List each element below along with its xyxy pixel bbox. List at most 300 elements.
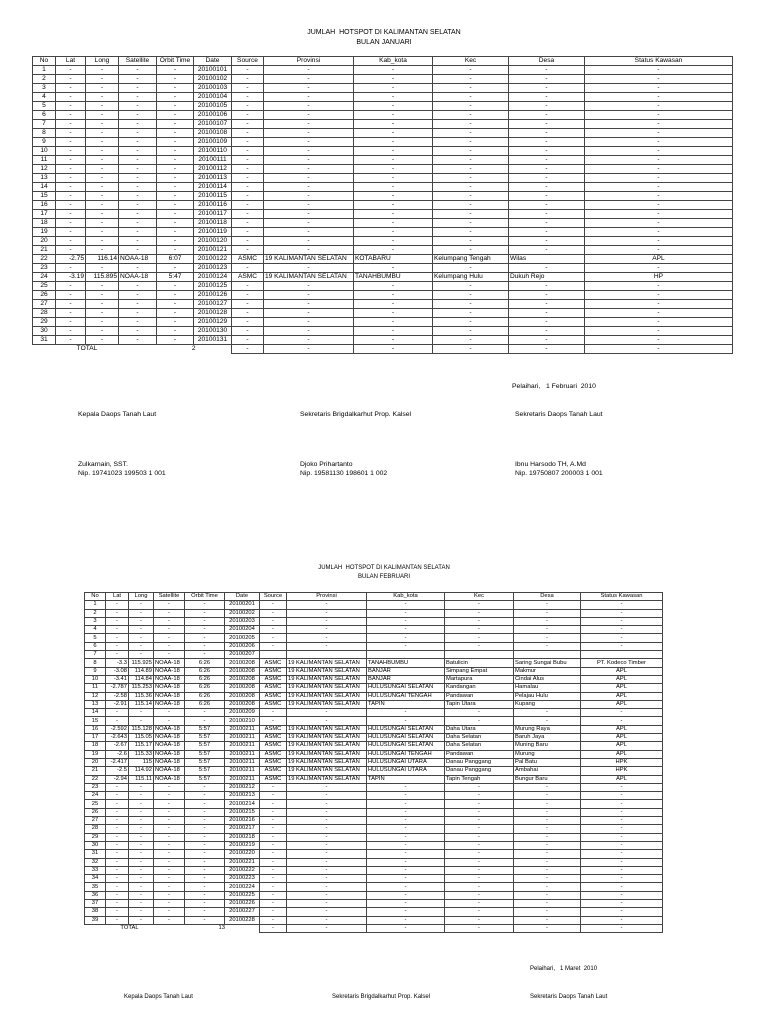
- table-cell: -: [106, 617, 129, 625]
- table-cell: -: [514, 833, 581, 841]
- table-cell: -: [56, 219, 86, 228]
- table-cell: -: [119, 183, 157, 192]
- table-cell: -: [264, 192, 354, 201]
- table-cell: -: [287, 783, 367, 791]
- table-row: [33, 255, 733, 264]
- table-cell: -: [354, 318, 433, 327]
- table-cell: 20: [33, 237, 56, 246]
- table-cell: -: [86, 129, 119, 138]
- total-row: [85, 924, 663, 932]
- table-cell: -: [445, 642, 514, 650]
- table-cell: -: [86, 66, 119, 75]
- table-cell: -2.417: [106, 758, 129, 766]
- table-cell: -: [287, 609, 367, 617]
- table-cell: -: [119, 138, 157, 147]
- table-cell: 20100227: [225, 908, 260, 916]
- doc2-hotspot-table: [84, 592, 663, 933]
- table-cell: 10: [85, 675, 106, 683]
- table-cell: -: [354, 102, 433, 111]
- table-cell: -: [354, 156, 433, 165]
- table-cell: Pal Batu: [514, 758, 581, 766]
- table-cell: -: [354, 327, 433, 336]
- table-cell: 16: [33, 201, 56, 210]
- table-cell: -: [264, 75, 354, 84]
- table-cell: -: [106, 651, 129, 659]
- table-cell: -: [354, 246, 433, 255]
- table-cell: -: [260, 841, 287, 849]
- table-cell: KOTABARU: [354, 255, 433, 264]
- table-cell: -: [354, 336, 433, 345]
- table-cell: 20100111: [194, 156, 232, 165]
- table-cell: 25: [33, 282, 56, 291]
- table-cell: 15: [33, 192, 56, 201]
- table-cell: ASMC: [232, 255, 264, 264]
- table-cell: -: [260, 792, 287, 800]
- table-cell: -: [56, 336, 86, 345]
- table-cell: 20100114: [194, 183, 232, 192]
- table-cell: -: [260, 875, 287, 883]
- table-cell: 115.14: [129, 700, 154, 708]
- table-cell: Makmur: [514, 667, 581, 675]
- table-cell: Danau Panggang: [445, 767, 514, 775]
- table-cell: -2.592: [106, 725, 129, 733]
- table-cell: 114.92: [129, 767, 154, 775]
- table-cell: 30: [33, 327, 56, 336]
- table-cell: -2.58: [106, 692, 129, 700]
- table-row: [85, 617, 663, 625]
- column-header: Satellite: [154, 593, 185, 601]
- table-cell: -: [260, 634, 287, 642]
- table-cell: Pandawan: [445, 750, 514, 758]
- table-cell: 20100208: [225, 692, 260, 700]
- table-cell: 20100216: [225, 817, 260, 825]
- table-cell: -: [367, 609, 445, 617]
- table-cell: 20100128: [194, 309, 232, 318]
- table-cell: 20100205: [225, 634, 260, 642]
- table-cell: 20100112: [194, 165, 232, 174]
- table-cell: -: [509, 129, 585, 138]
- table-cell: -: [287, 825, 367, 833]
- table-row: [33, 327, 733, 336]
- table-cell: -: [154, 908, 185, 916]
- table-cell: Simpang Empat: [445, 667, 514, 675]
- table-cell: -: [509, 228, 585, 237]
- table-row: [33, 93, 733, 102]
- table-cell: 20100120: [194, 237, 232, 246]
- table-cell: -: [129, 617, 154, 625]
- table-row: [85, 651, 663, 659]
- table-cell: -: [106, 825, 129, 833]
- table-cell: -: [129, 908, 154, 916]
- table-row: [85, 767, 663, 775]
- table-cell: NOAA-18: [154, 692, 185, 700]
- table-cell: Kandangan: [445, 684, 514, 692]
- table-cell: -: [154, 642, 185, 650]
- table-cell: HULUSUNGAI SELATAN: [367, 684, 445, 692]
- table-row: [33, 111, 733, 120]
- table-cell: NOAA-18: [154, 725, 185, 733]
- table-cell: -: [585, 129, 733, 138]
- table-cell: -: [185, 891, 225, 899]
- table-cell: 20100208: [225, 700, 260, 708]
- table-cell: -3.3: [106, 659, 129, 667]
- table-row: [33, 66, 733, 75]
- table-cell: -: [119, 174, 157, 183]
- table-row: [85, 692, 663, 700]
- table-cell: -: [106, 833, 129, 841]
- table-cell: -: [509, 264, 585, 273]
- table-cell: -: [129, 626, 154, 634]
- table-cell: -: [232, 219, 264, 228]
- table-row: [85, 850, 663, 858]
- table-cell: -: [581, 833, 663, 841]
- table-cell: -: [119, 147, 157, 156]
- table-cell: 29: [33, 318, 56, 327]
- table-cell: -: [585, 93, 733, 102]
- table-cell: Murung Raya: [514, 725, 581, 733]
- table-cell: -: [119, 318, 157, 327]
- table-row: [33, 273, 733, 282]
- table-cell: -: [119, 291, 157, 300]
- table-cell: -: [264, 156, 354, 165]
- table-cell: -: [154, 891, 185, 899]
- table-cell: ASMC: [260, 734, 287, 742]
- table-cell: -: [86, 201, 119, 210]
- table-cell: -: [86, 102, 119, 111]
- table-cell: -: [445, 875, 514, 883]
- table-cell: -: [287, 899, 367, 907]
- table-cell: 20100103: [194, 84, 232, 93]
- table-cell: -: [367, 601, 445, 609]
- table-cell: 115.128: [129, 725, 154, 733]
- table-cell: APL: [581, 725, 663, 733]
- table-cell: -: [581, 883, 663, 891]
- table-row: [85, 775, 663, 783]
- table-cell: -: [232, 138, 264, 147]
- table-cell: -: [154, 808, 185, 816]
- table-cell: -: [56, 147, 86, 156]
- table-row: [33, 210, 733, 219]
- table-cell: -: [260, 908, 287, 916]
- table-cell: -: [86, 210, 119, 219]
- table-cell: ASMC: [260, 692, 287, 700]
- table-cell: -: [514, 808, 581, 816]
- table-cell: 20100224: [225, 883, 260, 891]
- table-cell: -: [185, 626, 225, 634]
- table-cell: -: [264, 264, 354, 273]
- table-cell: -: [106, 908, 129, 916]
- table-cell: -: [185, 858, 225, 866]
- table-cell: 39: [85, 916, 106, 924]
- table-cell: -: [86, 111, 119, 120]
- table-cell: -: [129, 601, 154, 609]
- table-row: [85, 875, 663, 883]
- table-cell: -: [232, 147, 264, 156]
- table-row: [33, 165, 733, 174]
- table-cell: -: [445, 833, 514, 841]
- table-cell: -: [445, 808, 514, 816]
- table-cell: -: [56, 192, 86, 201]
- table-cell: -: [232, 165, 264, 174]
- table-cell: 19 KALIMANTAN SELATAN: [287, 758, 367, 766]
- table-cell: -: [445, 858, 514, 866]
- table-cell: 7: [85, 651, 106, 659]
- table-cell: -: [157, 210, 194, 219]
- column-header: No: [33, 57, 56, 66]
- table-cell: -: [106, 916, 129, 924]
- table-cell: -: [585, 165, 733, 174]
- table-cell: -: [129, 651, 154, 659]
- table-cell: 20100113: [194, 174, 232, 183]
- table-cell: 20100104: [194, 93, 232, 102]
- table-cell: -: [354, 93, 433, 102]
- table-row: [85, 891, 663, 899]
- table-cell: -: [119, 219, 157, 228]
- table-cell: -: [86, 219, 119, 228]
- table-cell: -: [157, 66, 194, 75]
- table-cell: -: [56, 201, 86, 210]
- table-cell: -: [585, 174, 733, 183]
- table-row: [33, 336, 733, 345]
- table-cell: -: [354, 210, 433, 219]
- table-row: [33, 174, 733, 183]
- table-cell: -: [154, 825, 185, 833]
- table-cell: 6:26: [185, 684, 225, 692]
- table-cell: Bungur Baru: [514, 775, 581, 783]
- table-cell: -: [260, 858, 287, 866]
- table-cell: -: [354, 291, 433, 300]
- table-cell: -: [185, 651, 225, 659]
- table-cell: [514, 651, 581, 659]
- table-cell: -: [585, 246, 733, 255]
- table-cell: ASMC: [232, 273, 264, 282]
- table-row: [33, 192, 733, 201]
- table-cell: -: [185, 609, 225, 617]
- table-cell: -3.19: [56, 273, 86, 282]
- table-cell: 5:57: [185, 758, 225, 766]
- doc1-signer-3-nip: Nip. 19750807 200003 1 001: [515, 470, 603, 477]
- table-cell: NOAA-18: [154, 675, 185, 683]
- table-cell: -: [445, 634, 514, 642]
- table-cell: 4: [85, 626, 106, 634]
- table-cell: ASMC: [260, 767, 287, 775]
- table-cell: 20100225: [225, 891, 260, 899]
- table-cell: -: [367, 634, 445, 642]
- table-row: [33, 183, 733, 192]
- table-cell: 14: [33, 183, 56, 192]
- total-cell: -: [287, 924, 367, 932]
- table-cell: -: [260, 642, 287, 650]
- table-cell: -: [287, 808, 367, 816]
- table-cell: -: [154, 875, 185, 883]
- table-cell: -: [581, 908, 663, 916]
- column-header: Date: [225, 593, 260, 601]
- table-cell: -: [264, 291, 354, 300]
- column-header: Status Kawasan: [581, 593, 663, 601]
- table-cell: -: [433, 183, 509, 192]
- table-cell: 19 KALIMANTAN SELATAN: [287, 725, 367, 733]
- table-cell: -: [232, 183, 264, 192]
- table-cell: -: [433, 210, 509, 219]
- table-cell: -: [287, 817, 367, 825]
- table-cell: -: [56, 174, 86, 183]
- table-cell: -: [287, 601, 367, 609]
- table-cell: -: [585, 84, 733, 93]
- table-cell: -: [433, 291, 509, 300]
- table-cell: -: [129, 833, 154, 841]
- table-cell: -: [287, 858, 367, 866]
- table-cell: -: [445, 908, 514, 916]
- table-cell: 20100219: [225, 841, 260, 849]
- table-cell: -2.643: [106, 734, 129, 742]
- table-cell: -: [509, 246, 585, 255]
- table-cell: -: [445, 899, 514, 907]
- table-cell: HULUSUNGAI TENGAH: [367, 750, 445, 758]
- table-cell: -: [445, 841, 514, 849]
- table-cell: 115.36: [129, 692, 154, 700]
- table-cell: -: [354, 111, 433, 120]
- table-cell: -: [433, 165, 509, 174]
- table-cell: 6:26: [185, 692, 225, 700]
- table-cell: ASMC: [260, 758, 287, 766]
- table-row: [33, 156, 733, 165]
- table-row: [85, 750, 663, 758]
- table-cell: 20100211: [225, 750, 260, 758]
- table-cell: -: [157, 246, 194, 255]
- table-cell: -: [260, 800, 287, 808]
- table-cell: HPK: [581, 758, 663, 766]
- table-cell: 20100105: [194, 102, 232, 111]
- table-cell: 28: [85, 825, 106, 833]
- table-cell: -: [445, 601, 514, 609]
- table-cell: -: [119, 129, 157, 138]
- table-cell: 19 KALIMANTAN SELATAN: [264, 255, 354, 264]
- table-cell: 26: [33, 291, 56, 300]
- table-cell: -: [106, 817, 129, 825]
- table-cell: Martapura: [445, 675, 514, 683]
- table-cell: -: [106, 899, 129, 907]
- table-row: [85, 858, 663, 866]
- table-cell: -: [367, 858, 445, 866]
- table-row: [33, 147, 733, 156]
- table-cell: -: [264, 228, 354, 237]
- table-cell: 20100210: [225, 717, 260, 725]
- table-cell: -: [354, 300, 433, 309]
- table-cell: -: [354, 120, 433, 129]
- table-cell: -: [581, 841, 663, 849]
- table-cell: -: [287, 875, 367, 883]
- table-cell: -: [367, 617, 445, 625]
- total-cell: -: [367, 924, 445, 932]
- table-cell: -: [287, 916, 367, 924]
- table-cell: -: [119, 336, 157, 345]
- table-cell: -: [260, 709, 287, 717]
- table-cell: 5:57: [185, 767, 225, 775]
- table-cell: -: [232, 156, 264, 165]
- table-cell: -: [433, 84, 509, 93]
- table-cell: -: [367, 825, 445, 833]
- table-cell: -: [354, 264, 433, 273]
- table-cell: -: [185, 617, 225, 625]
- table-cell: 1: [85, 601, 106, 609]
- table-cell: -: [367, 908, 445, 916]
- table-cell: -: [232, 336, 264, 345]
- table-cell: -: [445, 626, 514, 634]
- table-cell: -: [433, 336, 509, 345]
- table-cell: -: [86, 237, 119, 246]
- column-header: Lat: [56, 57, 86, 66]
- table-cell: -: [509, 66, 585, 75]
- table-cell: -: [509, 174, 585, 183]
- table-cell: APL: [581, 684, 663, 692]
- table-cell: -: [354, 129, 433, 138]
- table-cell: -: [260, 601, 287, 609]
- table-row: [85, 725, 663, 733]
- table-cell: -: [514, 825, 581, 833]
- doc1-signer-2-nip: Nip. 19581130 198601 1 002: [300, 470, 388, 477]
- table-cell: -: [433, 156, 509, 165]
- table-row: [85, 866, 663, 874]
- table-cell: -: [232, 120, 264, 129]
- table-row: [85, 601, 663, 609]
- table-cell: -: [260, 891, 287, 899]
- column-header: Desa: [509, 57, 585, 66]
- table-cell: -2.91: [106, 700, 129, 708]
- table-cell: -: [367, 783, 445, 791]
- table-cell: -: [157, 138, 194, 147]
- table-cell: -: [509, 156, 585, 165]
- table-cell: -: [433, 102, 509, 111]
- table-cell: -: [157, 264, 194, 273]
- table-cell: 19: [33, 228, 56, 237]
- table-cell: 12: [33, 165, 56, 174]
- table-cell: APL: [581, 667, 663, 675]
- table-cell: 9: [85, 667, 106, 675]
- table-cell: -: [185, 709, 225, 717]
- table-cell: -: [585, 219, 733, 228]
- table-cell: -: [260, 626, 287, 634]
- table-cell: -: [287, 617, 367, 625]
- table-cell: -: [119, 201, 157, 210]
- table-cell: -: [56, 84, 86, 93]
- table-cell: -: [86, 192, 119, 201]
- table-cell: -: [514, 883, 581, 891]
- table-cell: -: [119, 93, 157, 102]
- table-cell: 37: [85, 899, 106, 907]
- table-cell: 17: [33, 210, 56, 219]
- table-cell: -: [264, 183, 354, 192]
- table-cell: -: [287, 908, 367, 916]
- table-cell: -: [509, 93, 585, 102]
- table-cell: -: [129, 916, 154, 924]
- table-cell: -: [264, 219, 354, 228]
- table-cell: -: [585, 102, 733, 111]
- table-cell: -: [509, 183, 585, 192]
- table-cell: -: [581, 817, 663, 825]
- table-cell: 20: [85, 758, 106, 766]
- table-row: [85, 899, 663, 907]
- table-cell: -: [264, 282, 354, 291]
- table-cell: -: [129, 634, 154, 642]
- table-cell: 26: [85, 808, 106, 816]
- column-header: Provinsi: [287, 593, 367, 601]
- table-cell: 30: [85, 841, 106, 849]
- table-cell: -: [154, 717, 185, 725]
- table-cell: -: [154, 817, 185, 825]
- table-cell: Baruh Jaya: [514, 734, 581, 742]
- table-cell: -: [157, 228, 194, 237]
- table-cell: 19 KALIMANTAN SELATAN: [287, 750, 367, 758]
